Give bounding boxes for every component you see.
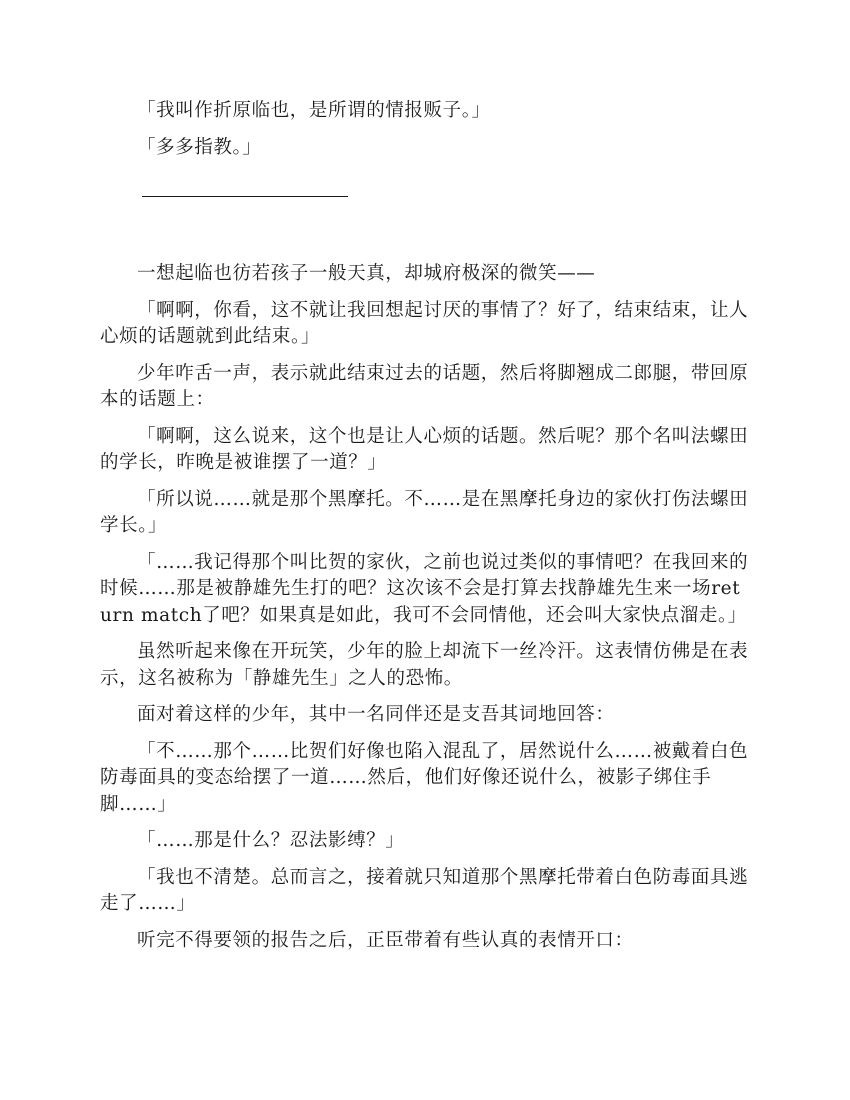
paragraph: 「啊啊，你看，这不就让我回想起讨厌的事情了？好了，结束结束，让人心烦的话题就到此结束。」 xyxy=(100,299,749,347)
spacer xyxy=(100,197,750,261)
paragraph: 「……那是什么？忍法影缚？」 xyxy=(137,830,405,851)
paragraph: 面对着这样的少年，其中一名同伴还是支吾其词地回答： xyxy=(137,704,615,725)
spacer xyxy=(100,161,750,196)
paragraph: 「……我记得那个叫比贺的家伙，之前也说过类似的事情吧？在我回来的时候……那是被静雄先生打的吧？这次该不会是打算去找静雄先生来一场return match了吧？如果真是如此，我可不会同情他，还会叫大家快点溜走。」 xyxy=(100,551,749,626)
paragraph: 「啊啊，这么说来，这个也是让人心烦的话题。然后呢？那个名叫法螺田的学长，昨晚是被谁摆了一道？」 xyxy=(100,425,749,473)
body-text xyxy=(100,98,750,954)
paragraph: 「所以说……就是那个黑摩托。不……是在黑摩托身边的家伙打伤法螺田学长。」 xyxy=(100,488,749,536)
paragraph: 「不……那个……比贺们好像也陷入混乱了，居然说什么……被戴着白色防毒面具的变态给摆了一道……然后，他们好像还说什么，被影子绑住手脚……」 xyxy=(100,740,749,815)
paragraph: 「我叫作折原临也，是所谓的情报贩子。」 xyxy=(137,100,491,121)
paragraph: 虽然听起来像在开玩笑，少年的脸上却流下一丝冷汗。这表情仿佛是在表示，这名被称为「静雄先生」之人的恐怖。 xyxy=(100,641,749,689)
paragraph: 听完不得要领的报告之后，正臣带着有些认真的表情开口： xyxy=(137,929,634,951)
paragraph: 一想起临也彷若孩子一般天真，却城府极深的微笑—— xyxy=(137,263,596,284)
paragraph: 「多多指教。」 xyxy=(137,136,262,158)
paragraph: 少年咋舌一声，表示就此结束过去的话题，然后将脚翘成二郎腿，带回原本的话题上： xyxy=(100,362,749,410)
paragraph: 「我也不清楚。总而言之，接着就只知道那个黑摩托带着白色防毒面具逃走了……」 xyxy=(100,866,749,914)
